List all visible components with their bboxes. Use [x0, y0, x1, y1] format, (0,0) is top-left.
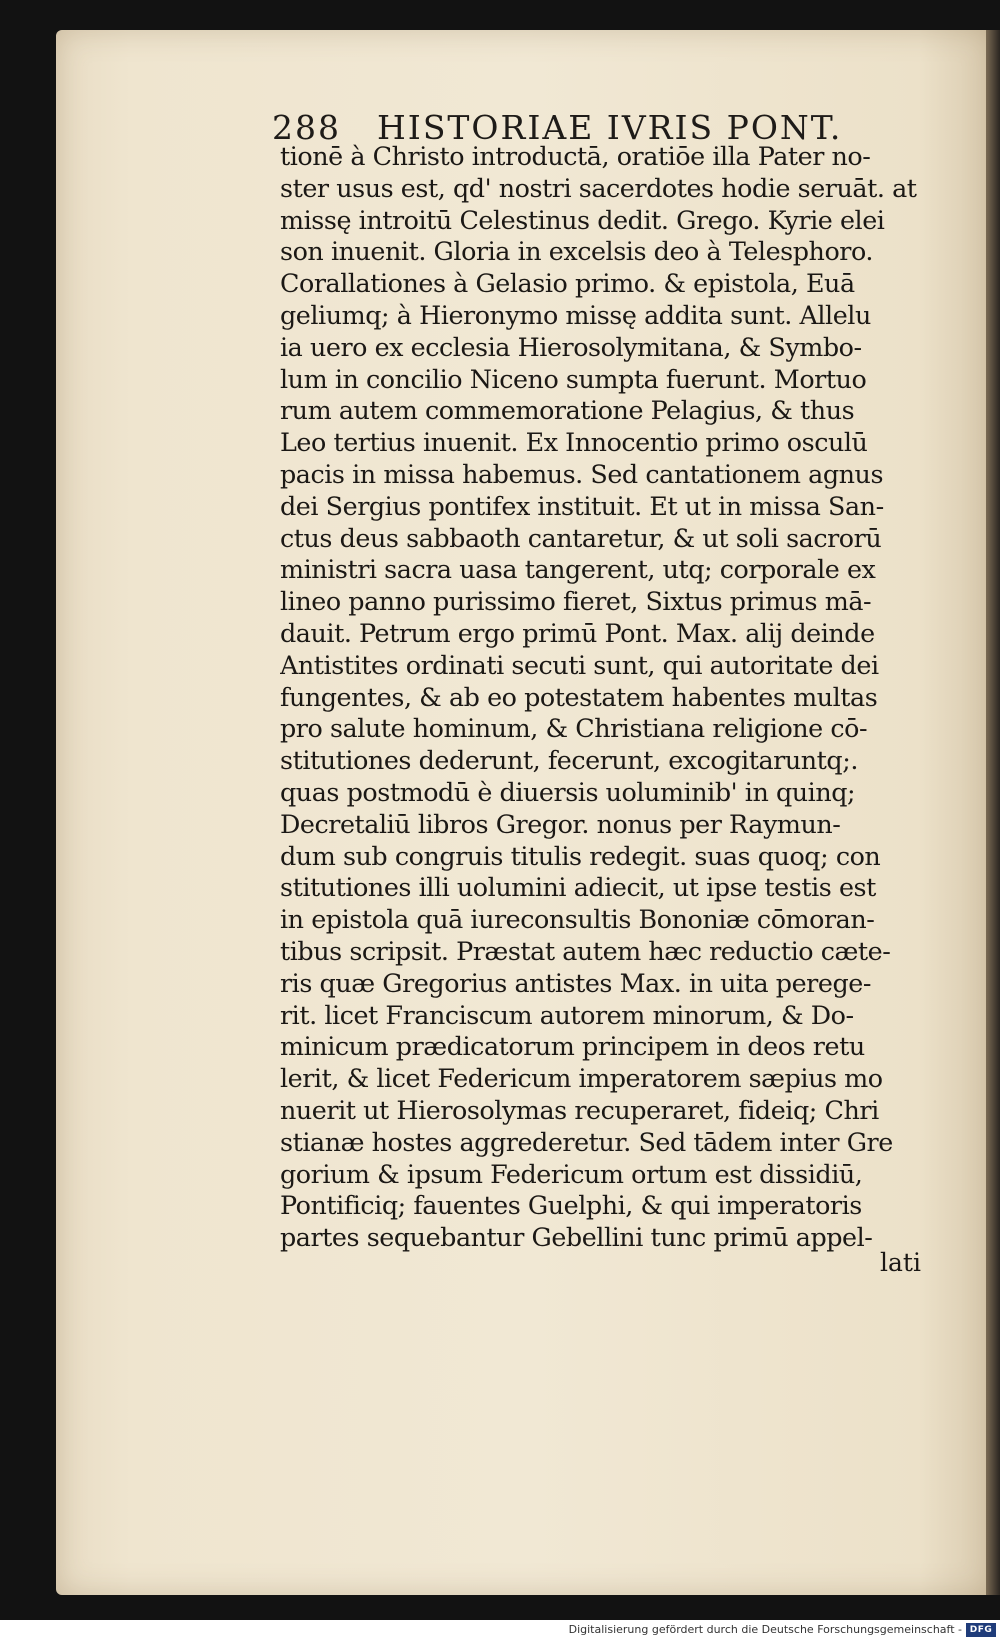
text-line: tionē à Christo introductā, oratiōe illa Pater no-: [280, 141, 871, 171]
footer-credit: Digitalisierung gefördert durch die Deutsche Forschungsgemeinschaft -: [568, 1623, 962, 1636]
text-line: geliumq; à Hieronymo missę addita sunt. Allelu: [280, 299, 871, 330]
page-number: 288: [272, 108, 341, 147]
dfg-logo: DFG: [966, 1623, 996, 1637]
text-line: ia uero ex ecclesia Hierosolymitana, & Symbo-: [280, 331, 862, 362]
text-line: lineo panno purissimo fieret, Sixtus primus mā-: [280, 586, 872, 617]
text-line: stitutiones illi uolumini adiecit, ut ipse testis est: [280, 872, 876, 903]
text-line: Pontificiq; fauentes Guelphi, & qui imperatoris: [280, 1190, 862, 1221]
text-line: pacis in missa habemus. Sed cantationem agnus: [280, 458, 884, 489]
text-line: dauit. Petrum ergo primū Pont. Max. alij deinde: [280, 617, 875, 648]
text-line: gorium & ipsum Federicum ortum est dissidiū,: [280, 1158, 863, 1189]
text-line: rit. licet Franciscum autorem minorum, & Do-: [280, 999, 854, 1030]
text-line: rum autem commemoratione Pelagius, & thus: [280, 395, 855, 426]
text-line: lum in concilio Niceno sumpta fuerunt. Mortuo: [280, 363, 867, 394]
catchword: lati: [880, 1248, 921, 1277]
text-line: lerit, & licet Federicum imperatorem sæpius mo: [280, 1063, 883, 1094]
text-line: nuerit ut Hierosolymas recuperaret, fideiq; Chri: [280, 1094, 879, 1125]
page-edge: [986, 30, 1000, 1595]
text-line: ster usus est, qd' nostri sacerdotes hodie seruāt. at: [280, 172, 917, 203]
text-line: stitutiones dederunt, fecerunt, excogitaruntq;.: [280, 745, 858, 776]
text-line: dei Sergius pontifex instituit. Et ut in missa San-: [280, 490, 884, 521]
text-line: ministri sacra uasa tangerent, utq; corporale ex: [280, 554, 876, 585]
text-line: partes sequebantur Gebellini tunc primū appel-: [280, 1222, 873, 1253]
footer-bar: [0, 1620, 1000, 1641]
text-line: missę introitū Celestinus dedit. Grego. Kyrie elei: [280, 204, 885, 235]
text-line: ris quæ Gregorius antistes Max. in uita perege-: [280, 967, 871, 998]
text-line: tibus scripsit. Præstat autem hæc reductio cæte-: [280, 935, 891, 966]
text-line: dum sub congruis titulis redegit. suas quoq; con: [280, 840, 881, 871]
text-line: Leo tertius inuenit. Ex Innocentio primo osculū: [280, 427, 868, 458]
text-line: quas postmodū è diuersis uoluminib' in quinq;: [280, 776, 856, 807]
text-line: in epistola quā iureconsultis Bononiæ cōmoran-: [280, 904, 875, 935]
running-title: HISTORIAE IVRIS PONT.: [377, 108, 843, 147]
text-line: pro salute hominum, & Christiana religione cō-: [280, 713, 868, 744]
text-line: ctus deus sabbaoth cantaretur, & ut soli sacrorū: [280, 522, 882, 553]
text-line: stianæ hostes aggrederetur. Sed tādem inter Gre: [280, 1126, 893, 1157]
text-line: minicum prædicatorum principem in deos retu: [280, 1031, 865, 1062]
text-block: [280, 141, 950, 1254]
text-line: Antistites ordinati secuti sunt, qui autoritate dei: [280, 649, 879, 680]
text-line: son inuenit. Gloria in excelsis deo à Telesphoro.: [280, 236, 873, 267]
text-line: Corallationes à Gelasio primo. & epistola, Euā: [280, 268, 855, 299]
text-line: fungentes, & ab eo potestatem habentes multas: [280, 681, 878, 712]
text-line: Decretaliū libros Gregor. nonus per Raymun-: [280, 808, 841, 839]
